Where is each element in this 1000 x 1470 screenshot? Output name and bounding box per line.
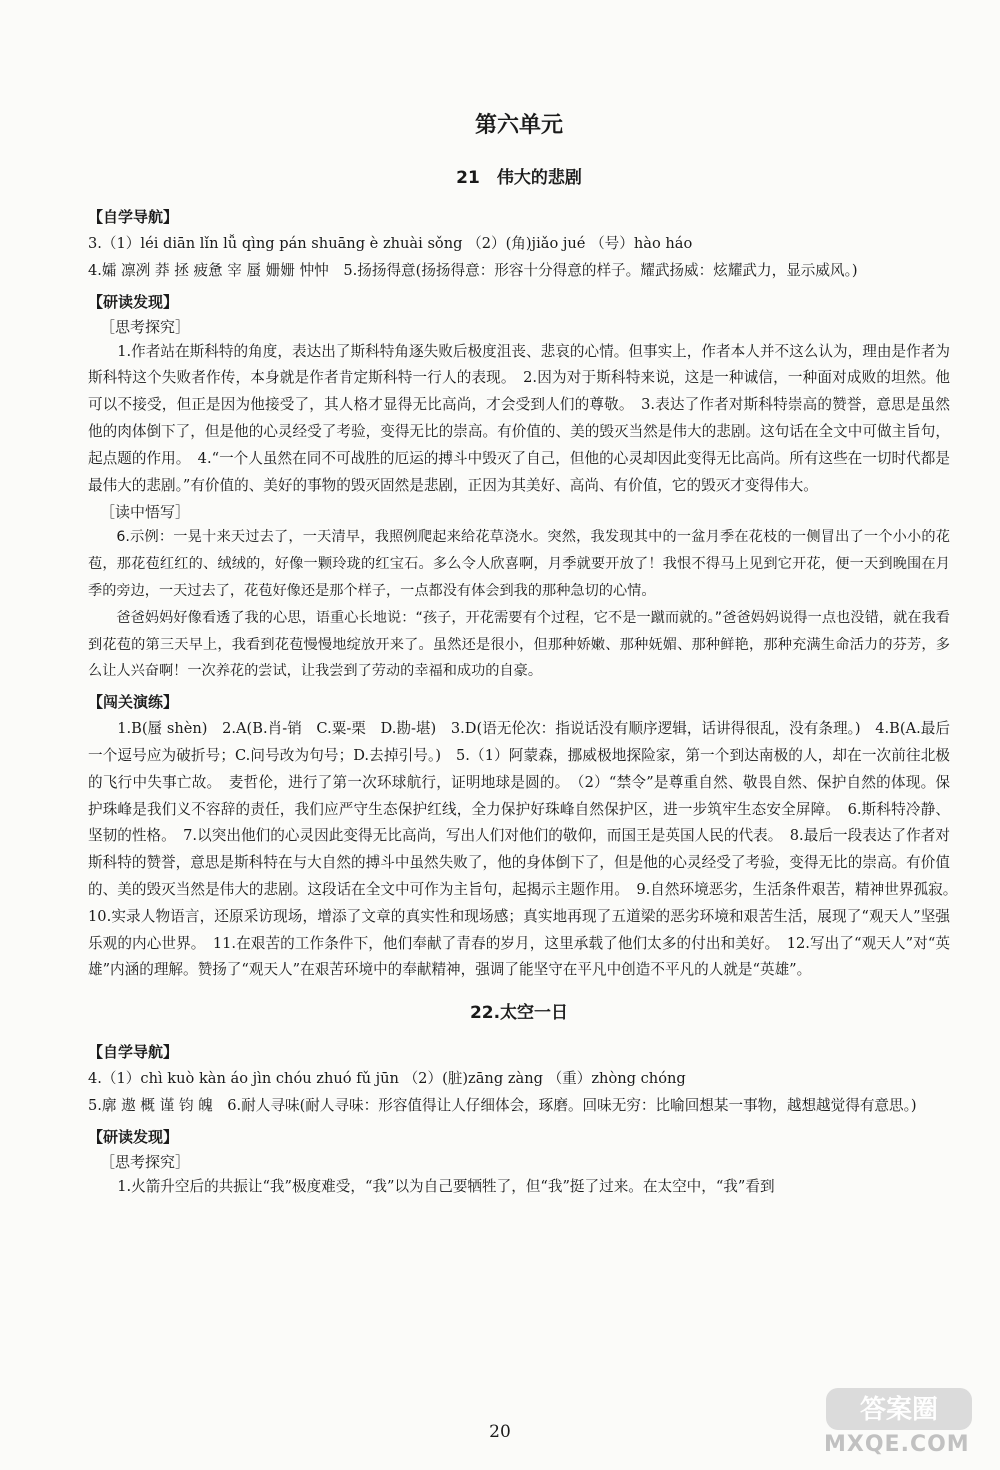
lesson-21-vocab-answers: 4.孀 凛冽 莽 拯 疲惫 宰 蜃 姗姗 忡忡 5.扬扬得意(扬扬得意：形容十分得意的样子。耀武扬威：炫耀武力，显示威风。) bbox=[88, 261, 858, 279]
watermark-logo bbox=[824, 1384, 974, 1464]
section-self-study-header: 【自学导航】 bbox=[88, 208, 179, 226]
section-research-header: 【研读发现】 bbox=[88, 292, 179, 311]
page-content bbox=[88, 108, 965, 1201]
lesson-21-pinyin-answers: 3.（1）léi diān lǐn lǚ qìng pán shuāng è zhuài sǒng （2）(角)jiǎo jué （号）hào háo bbox=[88, 235, 693, 252]
section-practice-header: 【闯关演练】 bbox=[88, 693, 179, 712]
page-number: 20 bbox=[489, 1422, 511, 1442]
subsection-thinking-22: ［思考探究］ bbox=[100, 1152, 191, 1171]
watermark-text: MXQE.COM bbox=[824, 1432, 970, 1457]
lesson-21-practice-answers: 1.B(蜃 shèn) 2.A(B.肖-销 C.粟-栗 D.勘-堪) 3.D(语无伦次：指说话没有顺序逻辑，话讲得很乱，没有条理。) 4.B(A.最后一个逗号应为破折号；C.问号改为句号；D.去掉引号。) 5.（1）阿蒙森，挪威极地探险家，第一个到达南极的人，却在一次前往北极的飞行中失事亡故。 麦哲伦，进行了第一次环球航行，证明地球是圆的。 （2）“禁令”是尊重自然、敬畏自然、保护自然的体现。保护珠峰是我们义不容辞的责任，我们应严守生态保护红线，全力保护好珠峰自然保护区，进一步筑牢生态安全屏障。 6.斯科特冷静、坚韧的性格。 7.以突出他们的心灵因此变得无比高尚，写出人们对他们的敬仰，而国王是英国人民的代表。 8.最后一段表达了作者对斯科特的赞誉，意思是斯科特在与大自然的搏斗中虽然失败了，他的身体倒下了，但是他的心灵经受了考验，变得无比的崇高。有价值的、美的毁灭当然是伟大的悲剧。这段话在全文中可作为主旨句，起揭示主题作用。 9.自然环境恶劣，生活条件艰苦，精神世界孤寂。 10.实录人物语言，还原采访现场，增添了文章的真实性和现场感；真实地再现了五道梁的恶劣环境和艰苦生活，展现了“观天人”坚强乐观的内心世界。 11.在艰苦的工作条件下，他们奉献了青春的岁月，这里承载了他们太多的付出和美好。 12.写出了“观天人”对“英雄”内涵的理解。赞扬了“观天人”在艰苦环境中的奉献精神，强调了能坚守在平凡中创造不平凡的人就是“英雄”。 bbox=[88, 720, 965, 979]
lesson-21-thinking-answers: 1.作者站在斯科特的角度，表达出了斯科特角逐失败后极度沮丧、悲哀的心情。但事实上，作者本人并不这么认为，理由是作者为斯科特这个失败者作传，本身就是作者肯定斯科特一行人的表现。 2.因为对于斯科特来说，这是一种诚信，一种面对成败的坦然。他可以不接受，但正是因为他接受了，其人格才显得无比高尚，才会受到人们的尊敬。 3.表达了作者对斯科特崇高的赞誉，意思是虽然他的肉体倒下了，但是他的心灵经受了考验，变得无比的崇高。有价值的、美的毁灭当然是伟大的悲剧。这句话在全文中可做主旨句，起点题的作用。 4.“一个人虽然在同不可战胜的厄运的搏斗中毁灭了自己，但他的心灵却因此变得无比高尚。所有这些在一切时代都是最伟大的悲剧。”有价值的、美好的事物的毁灭固然是悲剧，正因为其美好、高尚、有价值，它的毁灭才变得伟大。 bbox=[88, 342, 950, 494]
subsection-reading-writing: ［读中悟写］ bbox=[100, 503, 191, 522]
section-research-header-22: 【研读发现】 bbox=[88, 1127, 179, 1146]
subsection-thinking: ［思考探究］ bbox=[100, 317, 191, 336]
section-self-study-header-22: 【自学导航】 bbox=[88, 1043, 179, 1062]
svg-text:答案圈: 答案圈 bbox=[859, 1395, 939, 1425]
lesson-22-thinking-answers: 1.火箭升空后的共振让“我”极度难受，“我”以为自己要牺牲了，但“我”挺了过来。在太空中，“我”看到 bbox=[117, 1177, 775, 1195]
lesson-22-title: 22.太空一日 bbox=[469, 1003, 569, 1024]
lesson-21-writing-sample-1: 6.示例：一晃十来天过去了，一天清早，我照例爬起来给花草浇水。突然，我发现其中的一盆月季在花枝的一侧冒出了一个小小的花苞，那花苞红红的、绒绒的，好像一颗玲珑的红宝石。多么令人欣喜啊，月季就要开放了！我恨不得马上见到它开花，便一天到晚围在月季的旁边，一天过去了，花苞好像还是那个样子，一点都没有体会到我的那种急切的心情。 bbox=[88, 529, 950, 599]
lesson-22-pinyin-answers: 4.（1）chì kuò kàn áo jìn chóu zhuó fǔ jūn （2）(脏)zāng zàng （重）zhòng chóng bbox=[88, 1070, 686, 1088]
unit-title: 第六单元 bbox=[474, 113, 563, 138]
watermark-logo-icon bbox=[824, 1384, 974, 1434]
lesson-21-title: 21 伟大的悲剧 bbox=[456, 168, 582, 188]
lesson-22-vocab-answers: 5.廓 遨 概 谨 钧 魄 6.耐人寻味(耐人寻味：形容值得让人仔细体会，琢磨。回味无穷：比喻回想某一事物，越想越觉得有意思。) bbox=[88, 1096, 917, 1114]
lesson-21-writing-sample-2: 爸爸妈妈好像看透了我的心思，语重心长地说：“孩子，开花需要有个过程，它不是一蹴而就的。”爸爸妈妈说得一点也没错，就在我看到花苞的第三天早上，我看到花苞慢慢地绽放开来了。虽然还是很小，但那种娇嫩、那种妩媚、那种鲜艳，那种充满生命活力的芬芳，多么让人兴奋啊！一次养花的尝试，让我尝到了劳动的幸福和成功的自豪。 bbox=[88, 609, 950, 680]
